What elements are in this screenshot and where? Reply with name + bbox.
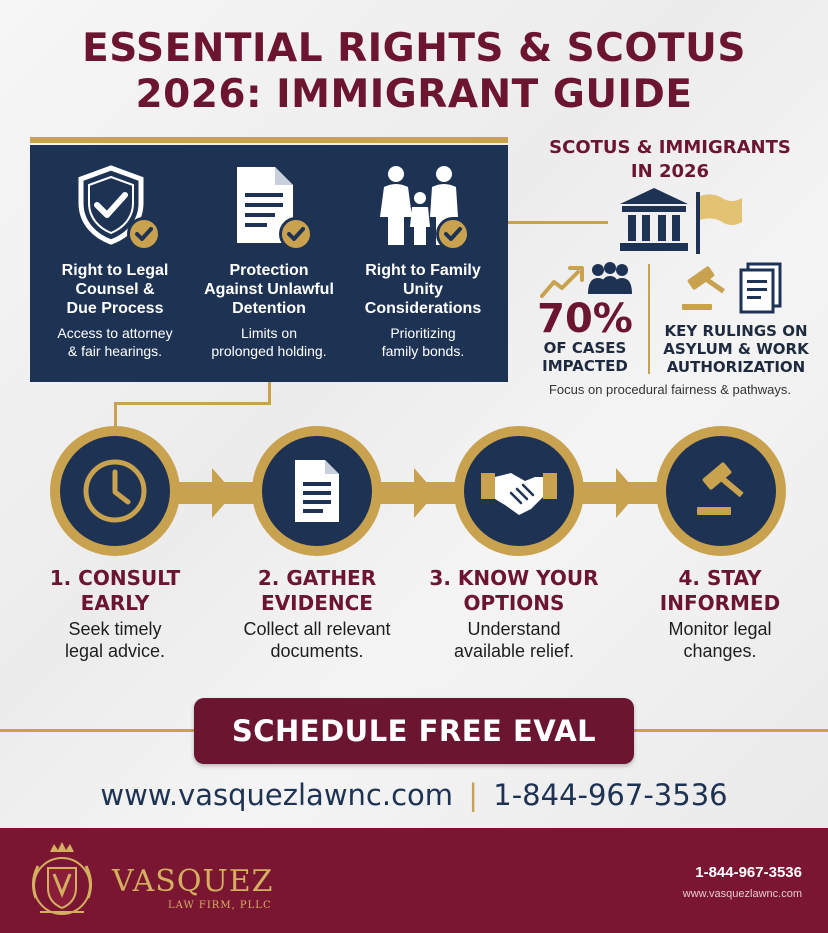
step-2-desc: Collect all relevant documents.	[243, 619, 391, 661]
step-4-circle	[656, 426, 786, 556]
contact-separator: |	[468, 778, 479, 812]
step-1-desc: Seek timely legal advice.	[64, 619, 166, 661]
clock-icon	[82, 458, 148, 524]
right-card-legal-counsel	[38, 165, 192, 360]
right-card-title: Right to Family Unity Considerations	[364, 262, 482, 317]
right-card-family-unity	[346, 165, 500, 360]
handshake-icon	[481, 465, 557, 517]
footer-brand-sub: LAW FIRM, PLLC	[168, 900, 272, 911]
step-4-title: 4. STAY INFORMED	[659, 566, 781, 615]
step-3-desc: Understand available relief.	[453, 619, 575, 661]
stat-label: OF CASES IMPACTED	[542, 339, 628, 375]
panel-connector-line	[508, 221, 608, 224]
step-3-circle	[454, 426, 584, 556]
step-3-title: 3. KNOW YOUR OPTIONS	[429, 566, 599, 615]
website-link[interactable]: www.vasquezlawnc.com	[100, 778, 454, 812]
stats-divider	[648, 264, 650, 374]
trend-up-icon	[540, 264, 586, 298]
panel-top-gold-line	[30, 137, 508, 143]
footer	[0, 828, 828, 933]
right-card-title: Right to Legal Counsel & Due Process	[61, 262, 169, 317]
step-4-desc: Monitor legal changes.	[668, 619, 772, 661]
scotus-note: Focus on procedural fairness & pathways.	[548, 382, 792, 397]
title-line-1: ESSENTIAL RIGHTS & SCOTUS	[82, 26, 746, 71]
courthouse-icon	[618, 186, 690, 254]
right-card-desc: Prioritizing family bonds.	[381, 325, 465, 359]
check-badge-icon	[279, 217, 313, 251]
documents-icon	[738, 262, 784, 314]
law-firm-crest-logo	[22, 842, 102, 922]
arrow-right-icon	[592, 468, 638, 518]
step-2-title: 2. GATHER EVIDENCE	[257, 566, 377, 615]
phone-link[interactable]: 1-844-967-3536	[493, 778, 728, 812]
step-1-title: 1. CONSULT EARLY	[49, 566, 181, 615]
document-icon	[291, 458, 343, 524]
title-line-2: 2026: IMMIGRANT GUIDE	[135, 72, 693, 117]
scotus-heading: SCOTUS & IMMIGRANTS IN 2026	[549, 137, 791, 182]
schedule-eval-button[interactable]: SCHEDULE FREE EVAL	[194, 698, 634, 764]
right-card-unlawful-detention	[192, 165, 346, 360]
step-2-circle	[252, 426, 382, 556]
page-title	[0, 26, 828, 118]
people-group-icon	[588, 262, 632, 298]
gavel-icon	[691, 461, 751, 521]
panel-drop-line-v1	[268, 382, 271, 404]
contact-line	[0, 778, 828, 812]
check-badge-icon	[436, 217, 470, 251]
right-card-desc: Access to attorney & fair hearings.	[57, 325, 173, 359]
arrow-right-icon	[188, 468, 234, 518]
gavel-icon	[680, 264, 736, 314]
flag-icon	[694, 190, 746, 256]
check-badge-icon	[127, 217, 161, 251]
footer-website[interactable]: www.vasquezlawnc.com	[682, 888, 802, 900]
panel-drop-line-h	[114, 402, 271, 405]
footer-phone[interactable]: 1-844-967-3536	[695, 864, 802, 881]
right-card-title: Protection Against Unlawful Detention	[204, 262, 334, 317]
stat-percentage: 70%	[537, 296, 633, 342]
rights-panel	[30, 145, 508, 382]
footer-brand: VASQUEZ	[112, 864, 274, 899]
right-card-desc: Limits on prolonged holding.	[211, 325, 327, 359]
arrow-right-icon	[390, 468, 436, 518]
step-1-circle	[50, 426, 180, 556]
rulings-label: KEY RULINGS ON ASYLUM & WORK AUTHORIZATION	[663, 322, 809, 376]
